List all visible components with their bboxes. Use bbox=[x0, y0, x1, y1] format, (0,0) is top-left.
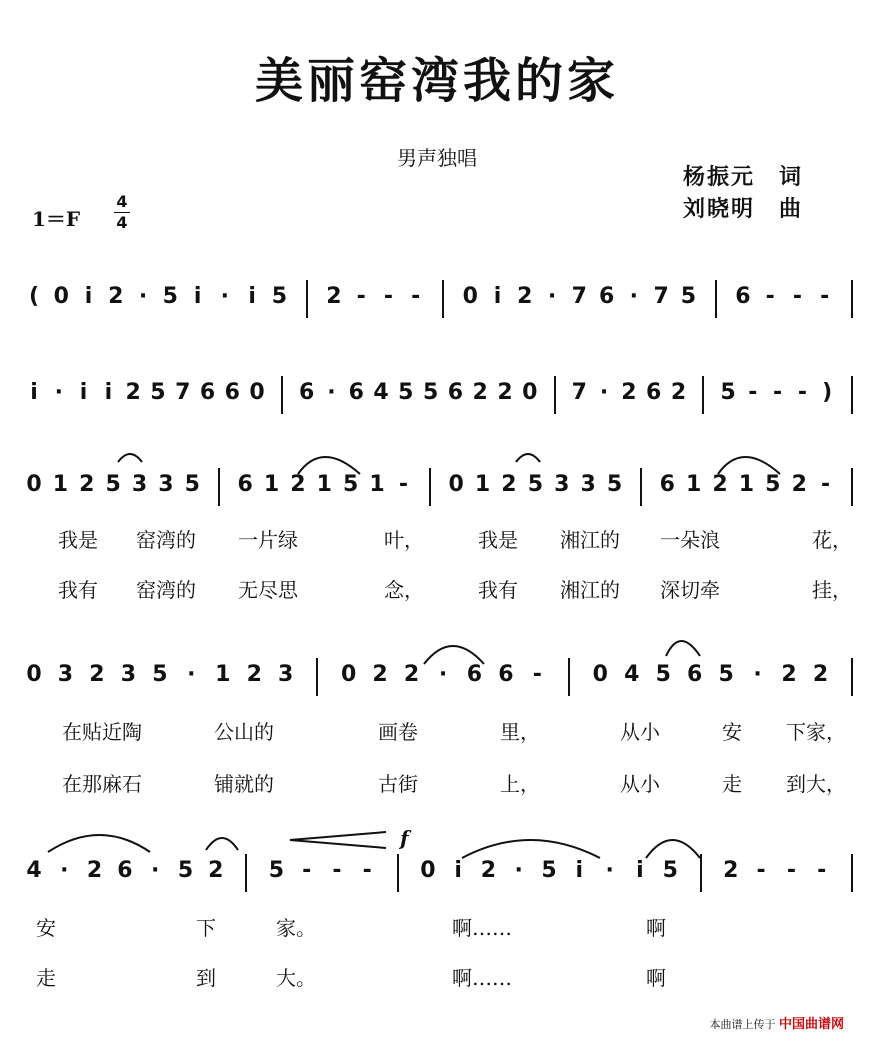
dynamic-forte: f bbox=[400, 826, 409, 850]
lyric-word: 窑湾的 bbox=[136, 528, 196, 552]
note: 2 bbox=[723, 858, 739, 883]
lyric-word: 古街 bbox=[378, 772, 418, 796]
dot: · bbox=[150, 858, 160, 883]
note: 6 bbox=[299, 380, 315, 405]
note: 2 bbox=[501, 472, 517, 497]
note: 5 bbox=[152, 662, 168, 687]
lyric-word: 在贴近陶 bbox=[62, 720, 142, 744]
note: i bbox=[79, 380, 88, 405]
note: 2 bbox=[621, 380, 637, 405]
key-signature: 1＝F bbox=[32, 207, 81, 231]
note-extension: - bbox=[773, 380, 783, 405]
note: 2 bbox=[326, 284, 342, 309]
note: 2 bbox=[517, 284, 533, 309]
lyric-word: 家。 bbox=[276, 916, 316, 940]
lyric-word: 下 bbox=[196, 916, 216, 940]
note: ( bbox=[28, 284, 40, 309]
note: 5 bbox=[177, 858, 194, 883]
note: 4 bbox=[373, 380, 389, 405]
note: 1 bbox=[263, 472, 280, 497]
note: 2 bbox=[781, 662, 797, 687]
lyric-word: 我是 bbox=[478, 528, 518, 552]
note-extension: - bbox=[821, 472, 831, 497]
lyrics-line-3-verse-1 bbox=[0, 524, 874, 554]
footer-text: 本曲谱上传于 bbox=[709, 1018, 776, 1031]
note: 6 bbox=[498, 662, 514, 687]
note: 1 bbox=[686, 472, 702, 497]
lyric-word: 安 bbox=[36, 916, 56, 940]
note: 2 bbox=[712, 472, 728, 497]
slur bbox=[666, 641, 700, 656]
note: 2 bbox=[480, 858, 497, 883]
lyric-word: 我是 bbox=[58, 528, 98, 552]
note: 5 bbox=[541, 858, 557, 883]
lyric-word: 叶， bbox=[384, 528, 424, 552]
dot: · bbox=[187, 662, 196, 687]
note: 5 bbox=[184, 472, 200, 497]
note-extension: - bbox=[532, 662, 542, 687]
dot: · bbox=[438, 662, 448, 687]
note: 5 bbox=[606, 472, 623, 497]
dot: · bbox=[60, 858, 69, 883]
note: i bbox=[493, 284, 502, 309]
note: 2 bbox=[403, 662, 420, 687]
note: 5 bbox=[662, 858, 678, 883]
note-extension: - bbox=[332, 858, 342, 883]
slur bbox=[298, 457, 360, 474]
note: 0 bbox=[592, 662, 608, 687]
note: 4 bbox=[624, 662, 640, 687]
note: 6 bbox=[224, 380, 240, 405]
slur bbox=[646, 840, 700, 858]
slur bbox=[48, 835, 150, 852]
lyric-word: 啊…… bbox=[452, 966, 512, 990]
note: 6 bbox=[735, 284, 751, 309]
note: i bbox=[30, 380, 38, 405]
lyric-word: 从小 bbox=[620, 772, 660, 796]
note-extension: - bbox=[411, 284, 421, 309]
note: 3 bbox=[120, 662, 137, 687]
lyric-word: 安 bbox=[722, 720, 742, 744]
note: 5 bbox=[765, 472, 781, 497]
lyric-word: 走 bbox=[36, 966, 56, 990]
lyric-word: 在那麻石 bbox=[62, 772, 142, 796]
note: 5 bbox=[527, 472, 543, 497]
note: 3 bbox=[57, 662, 74, 687]
note: 5 bbox=[268, 858, 285, 883]
lyric-word: 啊 bbox=[646, 916, 666, 940]
note: 5 bbox=[398, 380, 414, 405]
note-extension: - bbox=[383, 284, 394, 309]
note: 5 bbox=[720, 380, 736, 405]
lyrics-line-4-verse-1 bbox=[0, 716, 874, 746]
note: 1 bbox=[738, 472, 755, 497]
lyrics-line-4-verse-2 bbox=[0, 768, 874, 798]
time-signature-top: 4 bbox=[116, 192, 128, 211]
time-signature-bottom: 4 bbox=[116, 213, 128, 232]
lyric-word: 下家， bbox=[786, 720, 846, 744]
note-extension: - bbox=[792, 284, 803, 309]
note: 6 bbox=[687, 662, 703, 687]
footer-credit bbox=[709, 1013, 844, 1032]
note: 0 bbox=[26, 662, 42, 687]
note-extension: - bbox=[765, 284, 775, 309]
note: 2 bbox=[89, 662, 105, 687]
lyric-word: 深切牵 bbox=[660, 578, 720, 602]
note: 0 bbox=[462, 284, 478, 309]
note: 3 bbox=[278, 662, 294, 687]
note: 5 bbox=[162, 284, 178, 309]
lyric-word: 啊 bbox=[646, 966, 666, 990]
note: 5 bbox=[342, 472, 359, 497]
note: i bbox=[636, 858, 644, 883]
note: 2 bbox=[670, 380, 687, 405]
note: 5 bbox=[105, 472, 121, 497]
note: 5 bbox=[422, 380, 439, 405]
note: 3 bbox=[131, 472, 148, 497]
song-title: 美丽窑湾我的家 bbox=[254, 53, 619, 109]
lyric-word: 铺就的 bbox=[214, 772, 274, 796]
note: 5 bbox=[655, 662, 671, 687]
note: 6 bbox=[199, 380, 216, 405]
note: 2 bbox=[86, 858, 103, 883]
dot: · bbox=[514, 858, 523, 883]
note: i bbox=[575, 858, 584, 883]
note: i bbox=[84, 284, 93, 309]
note: 3 bbox=[158, 472, 174, 497]
lyric-word: 我有 bbox=[478, 578, 518, 602]
note: 2 bbox=[372, 662, 388, 687]
note: ) bbox=[822, 380, 833, 405]
note-extension: - bbox=[786, 858, 796, 883]
note: 2 bbox=[472, 380, 488, 405]
note: i bbox=[104, 380, 113, 405]
lyric-word: 湘江的 bbox=[560, 528, 620, 552]
note: 1 bbox=[369, 472, 385, 497]
lyric-word: 上， bbox=[500, 772, 540, 796]
dot: · bbox=[629, 284, 639, 309]
note: 7 bbox=[571, 284, 587, 309]
note: i bbox=[454, 858, 462, 883]
lyric-word: 到大， bbox=[786, 772, 846, 796]
lyric-word: 啊…… bbox=[452, 916, 512, 940]
note: 6 bbox=[237, 472, 253, 497]
lyric-word: 到 bbox=[196, 966, 216, 990]
note: 2 bbox=[79, 472, 95, 497]
note: 5 bbox=[680, 284, 697, 309]
slur bbox=[206, 838, 238, 850]
lyric-word: 公山的 bbox=[214, 720, 274, 744]
note: 7 bbox=[571, 380, 587, 405]
note: i bbox=[248, 284, 256, 309]
note: 6 bbox=[598, 284, 615, 309]
note: 2 bbox=[497, 380, 513, 405]
note-extension: - bbox=[362, 858, 372, 883]
slur bbox=[462, 840, 600, 858]
note: 2 bbox=[246, 662, 262, 687]
performance-type: 男声独唱 bbox=[397, 146, 477, 170]
note: 0 bbox=[522, 380, 538, 405]
note-extension: - bbox=[748, 380, 758, 405]
note: 6 bbox=[659, 472, 675, 497]
lyric-word: 无尽思 bbox=[238, 578, 298, 602]
slur bbox=[424, 646, 484, 664]
note: 1 bbox=[474, 472, 491, 497]
note: 4 bbox=[26, 858, 42, 883]
note: 5 bbox=[150, 380, 166, 405]
note: 2 bbox=[791, 472, 807, 497]
note: 0 bbox=[249, 380, 265, 405]
note: i bbox=[193, 284, 202, 309]
note: 0 bbox=[448, 472, 464, 497]
note: 2 bbox=[208, 858, 224, 883]
lyric-word: 窑湾的 bbox=[136, 578, 196, 602]
dot: · bbox=[138, 284, 148, 309]
lyric-word: 里， bbox=[500, 720, 540, 744]
dot: · bbox=[753, 662, 762, 687]
note: 0 bbox=[420, 858, 436, 883]
lyric-word: 走 bbox=[722, 772, 742, 796]
dot: · bbox=[220, 284, 230, 309]
note: 0 bbox=[53, 284, 69, 309]
note: 2 bbox=[290, 472, 306, 497]
note: 1 bbox=[215, 662, 231, 687]
note: 6 bbox=[447, 380, 464, 405]
note: 0 bbox=[340, 662, 357, 687]
lyric-word: 一朵浪 bbox=[660, 528, 720, 552]
lyrics-line-3-verse-2 bbox=[0, 574, 874, 604]
lyric-word: 一片绿 bbox=[238, 528, 298, 552]
note-extension: - bbox=[302, 858, 312, 883]
lyric-word: 从小 bbox=[620, 720, 660, 744]
lyrics-line-5-verse-2 bbox=[0, 962, 874, 992]
note: 7 bbox=[175, 380, 191, 405]
note-extension: - bbox=[820, 284, 830, 309]
lyric-word: 花， bbox=[812, 528, 852, 552]
note: 2 bbox=[125, 380, 141, 405]
note: 2 bbox=[108, 284, 124, 309]
lyricist-credit: 杨振元 词 bbox=[683, 164, 804, 190]
note: 7 bbox=[653, 284, 669, 309]
note-extension: - bbox=[797, 380, 807, 405]
note: 5 bbox=[271, 284, 288, 309]
note: 3 bbox=[580, 472, 596, 497]
dot: · bbox=[327, 380, 336, 405]
dot: · bbox=[54, 380, 63, 405]
lyric-word: 念， bbox=[384, 578, 424, 602]
lyric-word: 大。 bbox=[276, 966, 316, 990]
note: 3 bbox=[554, 472, 570, 497]
dot: · bbox=[605, 858, 614, 883]
lyric-word: 画卷 bbox=[378, 720, 418, 744]
note: 6 bbox=[117, 858, 133, 883]
note-extension: - bbox=[817, 858, 827, 883]
dot: · bbox=[599, 380, 609, 405]
note: 1 bbox=[52, 472, 69, 497]
note: 2 bbox=[812, 662, 829, 687]
note: 6 bbox=[466, 662, 483, 687]
note: 0 bbox=[26, 472, 42, 497]
lyric-word: 挂， bbox=[812, 578, 852, 602]
slur bbox=[718, 457, 780, 474]
lyric-word: 湘江的 bbox=[560, 578, 620, 602]
note-extension: - bbox=[356, 284, 366, 309]
lyrics-line-5-verse-1 bbox=[0, 912, 874, 942]
note-extension: - bbox=[756, 858, 766, 883]
slur bbox=[516, 454, 540, 462]
composer-credit: 刘晓明 曲 bbox=[683, 196, 804, 222]
note: 1 bbox=[316, 472, 332, 497]
slur bbox=[118, 454, 142, 462]
dot: · bbox=[547, 284, 557, 309]
note-extension: - bbox=[398, 472, 408, 497]
note: 6 bbox=[348, 380, 364, 405]
lyric-word: 我有 bbox=[58, 578, 98, 602]
footer-brand[interactable]: 中国曲谱网 bbox=[778, 1017, 844, 1032]
note: 5 bbox=[718, 662, 734, 687]
note: 6 bbox=[646, 380, 662, 405]
crescendo bbox=[290, 832, 386, 848]
